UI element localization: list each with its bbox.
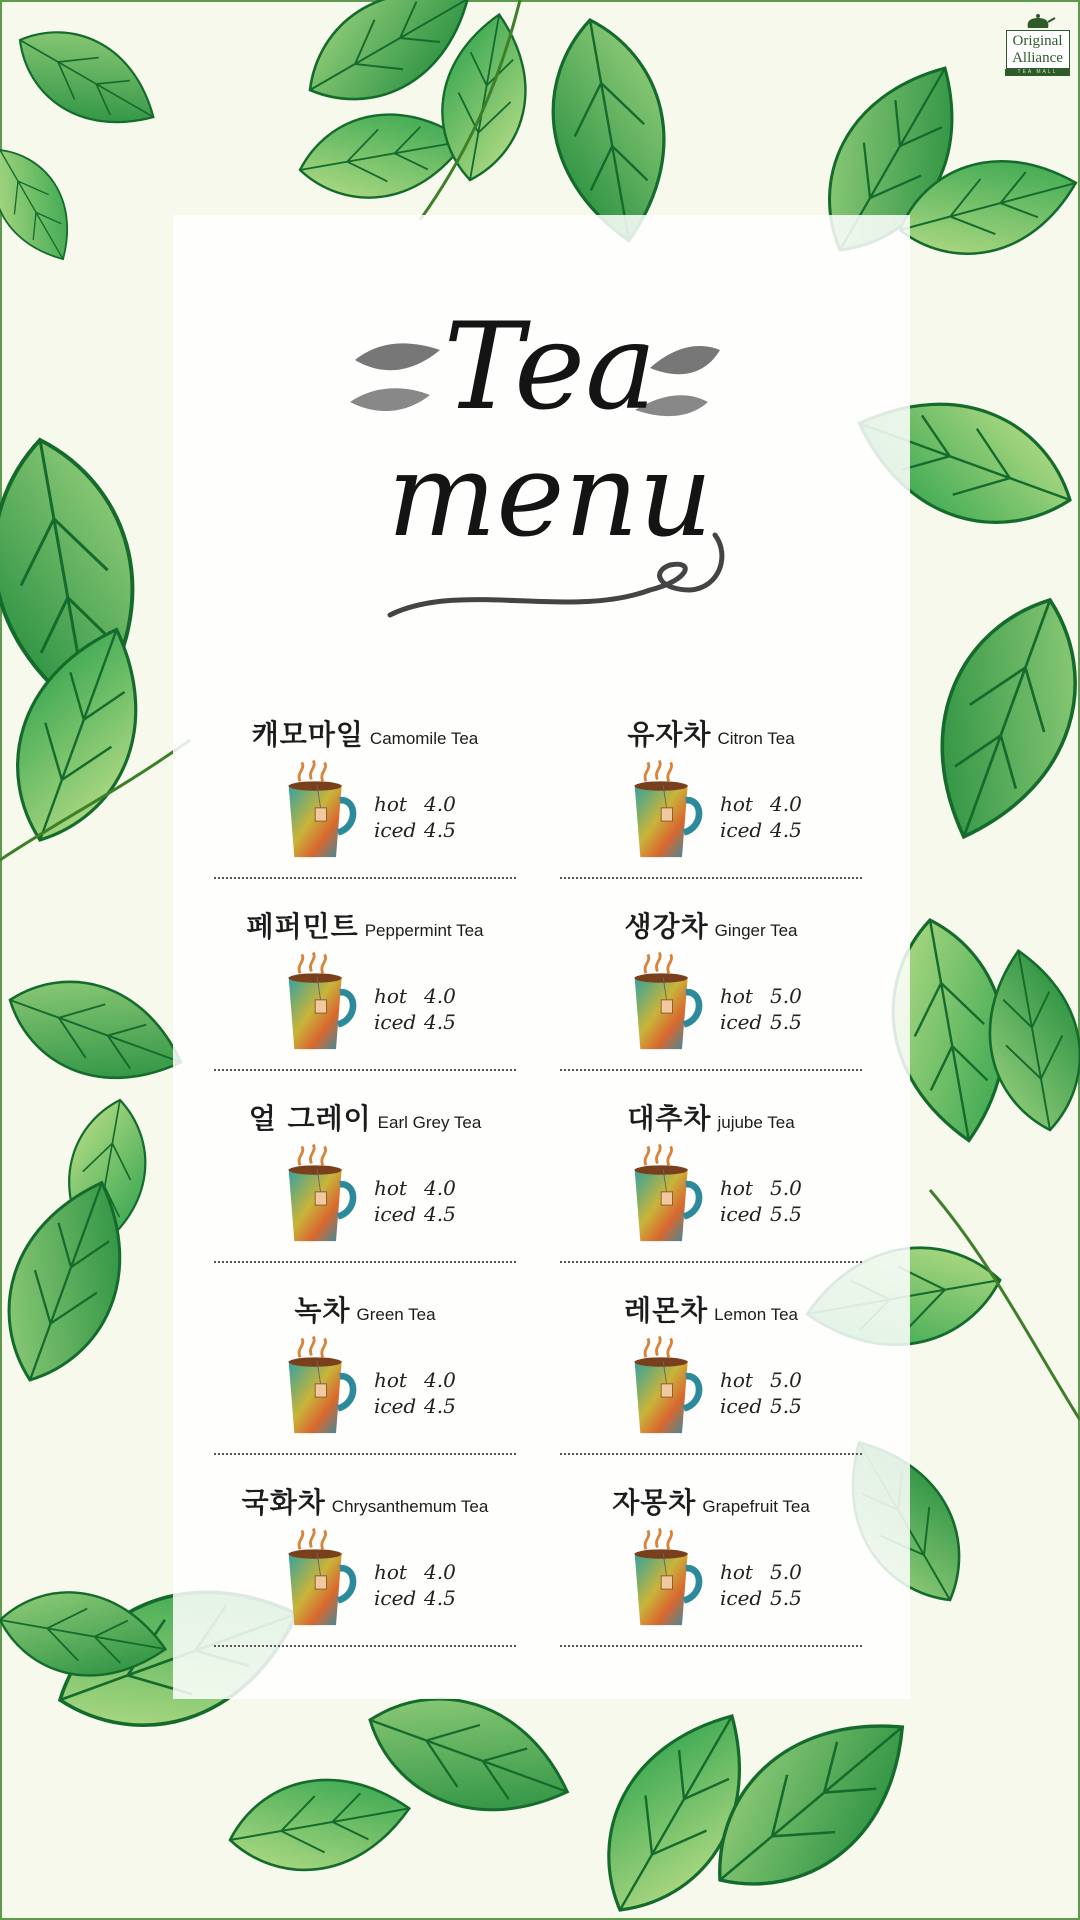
item-name-ko: 국화차 [241, 1486, 326, 1519]
dotted-divider [214, 1261, 516, 1263]
menu-item [560, 1289, 862, 1479]
logo-strip: TEA MALL [1005, 69, 1070, 76]
menu-title [350, 290, 750, 635]
hot-price: 4.0 [770, 792, 802, 816]
dotted-divider [214, 1069, 516, 1071]
hot-label: hot [374, 984, 407, 1008]
hot-label: hot [374, 1560, 407, 1584]
hot-price: 5.0 [770, 984, 802, 1008]
hot-price: 4.0 [424, 984, 456, 1008]
item-name-en: Camomile Tea [369, 729, 479, 748]
hot-label: hot [374, 1176, 407, 1200]
tea-cup-icon [623, 1519, 705, 1627]
iced-price: 4.5 [424, 1586, 456, 1610]
iced-label: iced [374, 1394, 417, 1418]
iced-label: iced [374, 1202, 417, 1226]
item-name-en: Peppermint Tea [364, 921, 484, 940]
menu-item [560, 1097, 862, 1287]
iced-label: iced [720, 1394, 763, 1418]
hot-label: hot [720, 1368, 753, 1392]
teapot-icon [1020, 12, 1056, 30]
menu-item [214, 1481, 516, 1671]
menu-item [214, 905, 516, 1095]
item-name-en: Chrysanthemum Tea [331, 1497, 489, 1516]
hot-label: hot [720, 984, 753, 1008]
hot-price: 5.0 [770, 1176, 802, 1200]
item-name-en: Citron Tea [717, 729, 795, 748]
dotted-divider [560, 1069, 862, 1071]
iced-label: iced [720, 1202, 763, 1226]
iced-price: 5.5 [770, 1586, 802, 1610]
menu-item [214, 1289, 516, 1479]
iced-label: iced [720, 1586, 763, 1610]
item-name-ko: 자몽차 [612, 1486, 697, 1519]
hot-label: hot [720, 1560, 753, 1584]
hot-label: hot [374, 1368, 407, 1392]
iced-price: 4.5 [424, 818, 456, 842]
hot-label: hot [720, 1176, 753, 1200]
iced-price: 5.5 [770, 1202, 802, 1226]
tea-cup-icon [277, 1135, 359, 1243]
hot-price: 4.0 [424, 792, 456, 816]
dotted-divider [214, 1645, 516, 1647]
iced-price: 4.5 [424, 1010, 456, 1034]
tea-cup-icon [277, 943, 359, 1051]
item-name-ko: 레몬차 [624, 1294, 709, 1327]
item-name-en: Lemon Tea [714, 1305, 798, 1324]
tea-cup-icon [623, 751, 705, 859]
dotted-divider [560, 1645, 862, 1647]
menu-item [214, 1097, 516, 1287]
dotted-divider [560, 1261, 862, 1263]
iced-price: 4.5 [424, 1394, 456, 1418]
brand-logo [1003, 12, 1072, 82]
tea-cup-icon [277, 751, 359, 859]
item-name-en: Ginger Tea [714, 921, 798, 940]
iced-label: iced [720, 818, 763, 842]
dotted-divider [214, 877, 516, 879]
dotted-divider [560, 1453, 862, 1455]
item-name-ko: 얼 그레이 [248, 1102, 372, 1135]
hot-price: 4.0 [424, 1176, 456, 1200]
menu-item [560, 1481, 862, 1671]
item-name-en: Grapefruit Tea [702, 1497, 810, 1516]
menu-item [560, 905, 862, 1095]
iced-price: 5.5 [770, 1394, 802, 1418]
title-line2: menu [387, 429, 713, 563]
iced-label: iced [374, 1010, 417, 1034]
title-line1: Tea [443, 298, 657, 437]
hot-price: 5.0 [770, 1560, 802, 1584]
hot-price: 5.0 [770, 1368, 802, 1392]
iced-price: 5.5 [770, 1010, 802, 1034]
iced-price: 4.5 [770, 818, 802, 842]
iced-label: iced [374, 1586, 417, 1610]
iced-label: iced [374, 818, 417, 842]
dotted-divider [214, 1453, 516, 1455]
item-name-ko: 대추차 [627, 1102, 712, 1135]
item-name-ko: 유자차 [627, 718, 712, 751]
logo-line1: Original [1012, 33, 1063, 49]
hot-label: hot [374, 792, 407, 816]
item-name-ko: 생강차 [624, 910, 709, 943]
hot-price: 4.0 [424, 1560, 456, 1584]
item-name-ko: 녹차 [294, 1294, 351, 1327]
menu-item [560, 713, 862, 903]
dotted-divider [560, 877, 862, 879]
item-name-en: Green Tea [356, 1305, 436, 1324]
item-name-en: jujube Tea [717, 1113, 795, 1132]
hot-label: hot [720, 792, 753, 816]
tea-cup-icon [277, 1327, 359, 1435]
menu-item [214, 713, 516, 903]
tea-cup-icon [623, 1135, 705, 1243]
item-name-en: Earl Grey Tea [377, 1113, 482, 1132]
tea-cup-icon [623, 943, 705, 1051]
iced-label: iced [720, 1010, 763, 1034]
logo-line2: Alliance [1012, 50, 1063, 66]
iced-price: 4.5 [424, 1202, 456, 1226]
tea-cup-icon [277, 1519, 359, 1627]
item-name-ko: 캐모마일 [251, 718, 364, 751]
item-name-ko: 페퍼민트 [246, 910, 359, 943]
hot-price: 4.0 [424, 1368, 456, 1392]
tea-cup-icon [623, 1327, 705, 1435]
